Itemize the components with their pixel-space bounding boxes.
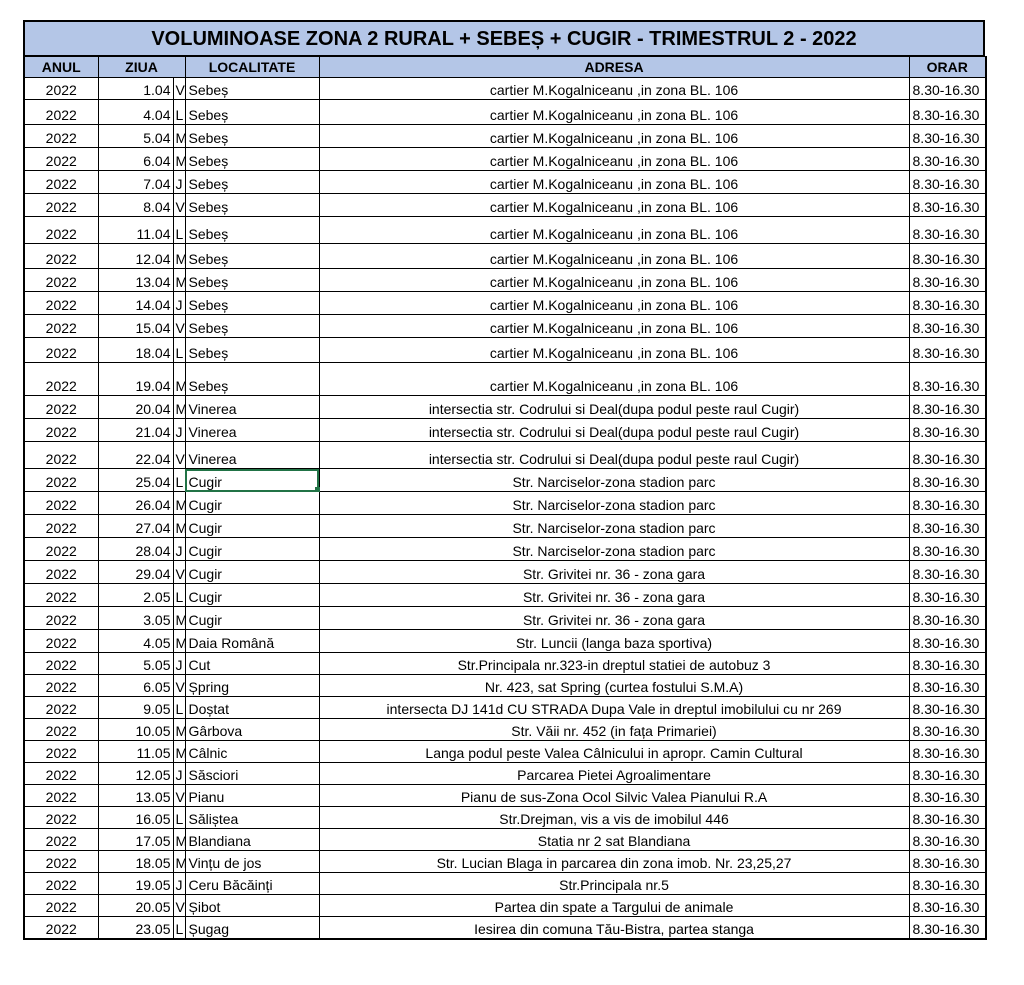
- table-row: [24, 785, 986, 807]
- cell-adresa[interactable]: Str. Narciselor-zona stadion parc: [319, 515, 909, 538]
- cell-localitate[interactable]: Săsciori: [185, 763, 319, 785]
- header-orar[interactable]: ORAR: [909, 57, 986, 78]
- cell-ziua[interactable]: 18.05: [98, 851, 173, 873]
- cell-anul[interactable]: 2022: [24, 741, 98, 763]
- cell-orar[interactable]: 8.30-16.30: [909, 78, 986, 100]
- cell-orar[interactable]: 8.30-16.30: [909, 396, 986, 419]
- cell-localitate[interactable]: Ceru Băcăinți: [185, 873, 319, 895]
- cell-localitate[interactable]: Sebeș: [185, 315, 319, 338]
- table-row: [24, 917, 986, 939]
- cell-adresa[interactable]: intersectia str. Codrului si Deal(dupa podul peste raul Cugir): [319, 419, 909, 442]
- cell-orar[interactable]: 8.30-16.30: [909, 785, 986, 807]
- cell-weekday[interactable]: M: [173, 269, 185, 292]
- header-ziua[interactable]: ZIUA: [98, 57, 185, 78]
- cell-anul[interactable]: 2022: [24, 895, 98, 917]
- cell-localitate[interactable]: Sebeș: [185, 363, 319, 396]
- cell-anul[interactable]: 2022: [24, 719, 98, 741]
- table-row: [24, 315, 986, 338]
- cell-weekday[interactable]: J: [173, 873, 185, 895]
- cell-localitate[interactable]: Cugir: [185, 515, 319, 538]
- cell-anul[interactable]: 2022: [24, 584, 98, 607]
- cell-orar[interactable]: 8.30-16.30: [909, 442, 986, 469]
- cell-anul[interactable]: 2022: [24, 469, 98, 492]
- cell-weekday[interactable]: M: [173, 851, 185, 873]
- cell-localitate[interactable]: Sebeș: [185, 244, 319, 269]
- cell-localitate[interactable]: Sebeș: [185, 148, 319, 171]
- cell-adresa[interactable]: Iesirea din comuna Tău-Bistra, partea stanga: [319, 917, 909, 939]
- cell-orar[interactable]: 8.30-16.30: [909, 315, 986, 338]
- cell-orar[interactable]: 8.30-16.30: [909, 292, 986, 315]
- cell-orar[interactable]: 8.30-16.30: [909, 419, 986, 442]
- cell-adresa[interactable]: Str.Principala nr.5: [319, 873, 909, 895]
- cell-ziua[interactable]: 2.05: [98, 584, 173, 607]
- table-row: [24, 100, 986, 125]
- cell-localitate[interactable]: Sebeș: [185, 217, 319, 244]
- cell-adresa[interactable]: Str. Luncii (langa baza sportiva): [319, 630, 909, 653]
- cell-adresa[interactable]: Str. Narciselor-zona stadion parc: [319, 469, 909, 492]
- schedule-sheet: [23, 20, 985, 940]
- cell-localitate[interactable]: Vințu de jos: [185, 851, 319, 873]
- cell-adresa[interactable]: cartier M.Kogalniceanu ,in zona BL. 106: [319, 171, 909, 194]
- cell-orar[interactable]: 8.30-16.30: [909, 653, 986, 675]
- cell-ziua[interactable]: 14.04: [98, 292, 173, 315]
- table-row: [24, 171, 986, 194]
- cell-adresa[interactable]: cartier M.Kogalniceanu ,in zona BL. 106: [319, 100, 909, 125]
- table-row: [24, 217, 986, 244]
- cell-ziua[interactable]: 11.05: [98, 741, 173, 763]
- cell-orar[interactable]: 8.30-16.30: [909, 807, 986, 829]
- cell-ziua[interactable]: 11.04: [98, 217, 173, 244]
- table-row: [24, 492, 986, 515]
- table-row: [24, 697, 986, 719]
- cell-anul[interactable]: 2022: [24, 217, 98, 244]
- cell-weekday[interactable]: V: [173, 785, 185, 807]
- cell-adresa[interactable]: Str. Narciselor-zona stadion parc: [319, 492, 909, 515]
- table-row: [24, 584, 986, 607]
- table-row: [24, 895, 986, 917]
- cell-ziua[interactable]: 20.05: [98, 895, 173, 917]
- cell-adresa[interactable]: Langa podul peste Valea Câlnicului in apropr. Camin Cultural: [319, 741, 909, 763]
- cell-orar[interactable]: 8.30-16.30: [909, 584, 986, 607]
- cell-adresa[interactable]: Str. Grivitei nr. 36 - zona gara: [319, 584, 909, 607]
- cell-anul[interactable]: 2022: [24, 675, 98, 697]
- cell-orar[interactable]: 8.30-16.30: [909, 675, 986, 697]
- cell-localitate[interactable]: Cugir: [185, 607, 319, 630]
- cell-adresa[interactable]: Str. Grivitei nr. 36 - zona gara: [319, 561, 909, 584]
- table-row: [24, 653, 986, 675]
- cell-weekday[interactable]: M: [173, 363, 185, 396]
- cell-orar[interactable]: 8.30-16.30: [909, 538, 986, 561]
- table-row: [24, 538, 986, 561]
- cell-weekday[interactable]: L: [173, 469, 185, 492]
- cell-localitate[interactable]: Câlnic: [185, 741, 319, 763]
- cell-anul[interactable]: 2022: [24, 78, 98, 100]
- table-row: [24, 419, 986, 442]
- cell-orar[interactable]: 8.30-16.30: [909, 338, 986, 363]
- cell-ziua[interactable]: 12.05: [98, 763, 173, 785]
- header-row: [24, 57, 986, 78]
- cell-ziua[interactable]: 7.04: [98, 171, 173, 194]
- cell-anul[interactable]: 2022: [24, 100, 98, 125]
- cell-ziua[interactable]: 22.04: [98, 442, 173, 469]
- cell-anul[interactable]: 2022: [24, 442, 98, 469]
- cell-anul[interactable]: 2022: [24, 515, 98, 538]
- cell-localitate[interactable]: Vinerea: [185, 442, 319, 469]
- cell-anul[interactable]: 2022: [24, 315, 98, 338]
- cell-localitate[interactable]: Șpring: [185, 675, 319, 697]
- cell-orar[interactable]: 8.30-16.30: [909, 630, 986, 653]
- cell-adresa[interactable]: cartier M.Kogalniceanu ,in zona BL. 106: [319, 194, 909, 217]
- cell-anul[interactable]: 2022: [24, 419, 98, 442]
- cell-adresa[interactable]: cartier M.Kogalniceanu ,in zona BL. 106: [319, 125, 909, 148]
- cell-weekday[interactable]: L: [173, 807, 185, 829]
- cell-ziua[interactable]: 23.05: [98, 917, 173, 939]
- cell-anul[interactable]: 2022: [24, 785, 98, 807]
- cell-weekday[interactable]: M: [173, 244, 185, 269]
- cell-orar[interactable]: 8.30-16.30: [909, 100, 986, 125]
- cell-anul[interactable]: 2022: [24, 538, 98, 561]
- table-row: [24, 292, 986, 315]
- cell-ziua[interactable]: 18.04: [98, 338, 173, 363]
- cell-anul[interactable]: 2022: [24, 338, 98, 363]
- cell-anul[interactable]: 2022: [24, 807, 98, 829]
- cell-anul[interactable]: 2022: [24, 492, 98, 515]
- cell-localitate[interactable]: Sebeș: [185, 269, 319, 292]
- cell-weekday[interactable]: V: [173, 561, 185, 584]
- cell-adresa[interactable]: cartier M.Kogalniceanu ,in zona BL. 106: [319, 148, 909, 171]
- cell-orar[interactable]: 8.30-16.30: [909, 719, 986, 741]
- cell-adresa[interactable]: Str. Narciselor-zona stadion parc: [319, 538, 909, 561]
- cell-anul[interactable]: 2022: [24, 630, 98, 653]
- table-row: [24, 829, 986, 851]
- cell-ziua[interactable]: 27.04: [98, 515, 173, 538]
- cell-anul[interactable]: 2022: [24, 607, 98, 630]
- cell-localitate[interactable]: Vinerea: [185, 419, 319, 442]
- cell-adresa[interactable]: Parcarea Pietei Agroalimentare: [319, 763, 909, 785]
- table-row: [24, 807, 986, 829]
- cell-localitate[interactable]: Sebeș: [185, 338, 319, 363]
- table-row: [24, 148, 986, 171]
- cell-ziua[interactable]: 29.04: [98, 561, 173, 584]
- table-row: [24, 269, 986, 292]
- cell-localitate[interactable]: Sebeș: [185, 171, 319, 194]
- table-row: [24, 719, 986, 741]
- cell-anul[interactable]: 2022: [24, 269, 98, 292]
- cell-ziua[interactable]: 6.05: [98, 675, 173, 697]
- cell-ziua[interactable]: 10.05: [98, 719, 173, 741]
- cell-anul[interactable]: 2022: [24, 244, 98, 269]
- table-row: [24, 338, 986, 363]
- cell-localitate[interactable]: Cugir: [185, 492, 319, 515]
- cell-orar[interactable]: 8.30-16.30: [909, 269, 986, 292]
- table-row: [24, 763, 986, 785]
- cell-localitate[interactable]: Cugir: [185, 469, 319, 492]
- cell-anul[interactable]: 2022: [24, 194, 98, 217]
- cell-anul[interactable]: 2022: [24, 125, 98, 148]
- table-row: [24, 607, 986, 630]
- cell-orar[interactable]: 8.30-16.30: [909, 917, 986, 939]
- cell-orar[interactable]: 8.30-16.30: [909, 607, 986, 630]
- cell-ziua[interactable]: 9.05: [98, 697, 173, 719]
- cell-orar[interactable]: 8.30-16.30: [909, 194, 986, 217]
- cell-adresa[interactable]: Statia nr 2 sat Blandiana: [319, 829, 909, 851]
- cell-adresa[interactable]: Pianu de sus-Zona Ocol Silvic Valea Pianului R.A: [319, 785, 909, 807]
- cell-localitate[interactable]: Sebeș: [185, 78, 319, 100]
- cell-ziua[interactable]: 13.05: [98, 785, 173, 807]
- cell-weekday[interactable]: M: [173, 515, 185, 538]
- cell-orar[interactable]: 8.30-16.30: [909, 873, 986, 895]
- cell-anul[interactable]: 2022: [24, 148, 98, 171]
- cell-orar[interactable]: 8.30-16.30: [909, 148, 986, 171]
- table-row: [24, 469, 986, 492]
- cell-ziua[interactable]: 19.05: [98, 873, 173, 895]
- cell-weekday[interactable]: L: [173, 100, 185, 125]
- cell-anul[interactable]: 2022: [24, 363, 98, 396]
- cell-weekday[interactable]: M: [173, 125, 185, 148]
- cell-adresa[interactable]: cartier M.Kogalniceanu ,in zona BL. 106: [319, 78, 909, 100]
- cell-weekday[interactable]: J: [173, 763, 185, 785]
- cell-localitate[interactable]: Pianu: [185, 785, 319, 807]
- cell-adresa[interactable]: Str.Drejman, vis a vis de imobilul 446: [319, 807, 909, 829]
- cell-adresa[interactable]: intersectia str. Codrului si Deal(dupa podul peste raul Cugir): [319, 442, 909, 469]
- cell-ziua[interactable]: 21.04: [98, 419, 173, 442]
- header-adresa[interactable]: ADRESA: [319, 57, 909, 78]
- cell-weekday[interactable]: M: [173, 719, 185, 741]
- cell-orar[interactable]: 8.30-16.30: [909, 171, 986, 194]
- cell-localitate[interactable]: Săliștea: [185, 807, 319, 829]
- table-row: [24, 78, 986, 100]
- cell-anul[interactable]: 2022: [24, 561, 98, 584]
- cell-localitate[interactable]: Cugir: [185, 561, 319, 584]
- header-localitate[interactable]: LOCALITATE: [185, 57, 319, 78]
- cell-adresa[interactable]: cartier M.Kogalniceanu ,in zona BL. 106: [319, 292, 909, 315]
- cell-adresa[interactable]: intersectia str. Codrului si Deal(dupa podul peste raul Cugir): [319, 396, 909, 419]
- cell-localitate[interactable]: Sebeș: [185, 125, 319, 148]
- cell-localitate[interactable]: Daia Română: [185, 630, 319, 653]
- cell-localitate[interactable]: Sebeș: [185, 292, 319, 315]
- cell-adresa[interactable]: cartier M.Kogalniceanu ,in zona BL. 106: [319, 244, 909, 269]
- cell-localitate[interactable]: Vinerea: [185, 396, 319, 419]
- cell-adresa[interactable]: intersecta DJ 141d CU STRADA Dupa Vale in dreptul imobilului cu nr 269: [319, 697, 909, 719]
- table-row: [24, 396, 986, 419]
- cell-ziua[interactable]: 3.05: [98, 607, 173, 630]
- cell-adresa[interactable]: cartier M.Kogalniceanu ,in zona BL. 106: [319, 363, 909, 396]
- cell-orar[interactable]: 8.30-16.30: [909, 244, 986, 269]
- cell-orar[interactable]: 8.30-16.30: [909, 217, 986, 244]
- cell-localitate[interactable]: Cugir: [185, 584, 319, 607]
- cell-weekday[interactable]: J: [173, 419, 185, 442]
- cell-weekday[interactable]: V: [173, 675, 185, 697]
- cell-orar[interactable]: 8.30-16.30: [909, 125, 986, 148]
- cell-anul[interactable]: 2022: [24, 292, 98, 315]
- cell-ziua[interactable]: 15.04: [98, 315, 173, 338]
- schedule-table: [23, 56, 987, 940]
- cell-weekday[interactable]: M: [173, 492, 185, 515]
- cell-adresa[interactable]: Str.Principala nr.323-in dreptul statiei de autobuz 3: [319, 653, 909, 675]
- cell-weekday[interactable]: M: [173, 741, 185, 763]
- cell-localitate[interactable]: Cugir: [185, 538, 319, 561]
- table-row: [24, 125, 986, 148]
- cell-orar[interactable]: 8.30-16.30: [909, 741, 986, 763]
- cell-localitate[interactable]: Gârbova: [185, 719, 319, 741]
- cell-weekday[interactable]: V: [173, 78, 185, 100]
- cell-orar[interactable]: 8.30-16.30: [909, 763, 986, 785]
- table-row: [24, 873, 986, 895]
- cell-weekday[interactable]: J: [173, 653, 185, 675]
- cell-weekday[interactable]: V: [173, 194, 185, 217]
- cell-weekday[interactable]: V: [173, 315, 185, 338]
- cell-weekday[interactable]: J: [173, 292, 185, 315]
- cell-weekday[interactable]: J: [173, 538, 185, 561]
- cell-ziua[interactable]: 8.04: [98, 194, 173, 217]
- table-row: [24, 741, 986, 763]
- cell-anul[interactable]: 2022: [24, 829, 98, 851]
- table-row: [24, 244, 986, 269]
- cell-localitate[interactable]: Sebeș: [185, 100, 319, 125]
- cell-adresa[interactable]: cartier M.Kogalniceanu ,in zona BL. 106: [319, 217, 909, 244]
- cell-anul[interactable]: 2022: [24, 171, 98, 194]
- cell-ziua[interactable]: 6.04: [98, 148, 173, 171]
- cell-weekday[interactable]: L: [173, 697, 185, 719]
- cell-ziua[interactable]: 4.04: [98, 100, 173, 125]
- table-row: [24, 363, 986, 396]
- table-row: [24, 675, 986, 697]
- cell-adresa[interactable]: cartier M.Kogalniceanu ,in zona BL. 106: [319, 269, 909, 292]
- cell-ziua[interactable]: 19.04: [98, 363, 173, 396]
- cell-adresa[interactable]: cartier M.Kogalniceanu ,in zona BL. 106: [319, 338, 909, 363]
- cell-ziua[interactable]: 4.05: [98, 630, 173, 653]
- cell-localitate[interactable]: Cut: [185, 653, 319, 675]
- cell-adresa[interactable]: cartier M.Kogalniceanu ,in zona BL. 106: [319, 315, 909, 338]
- cell-weekday[interactable]: L: [173, 584, 185, 607]
- cell-ziua[interactable]: 5.04: [98, 125, 173, 148]
- cell-anul[interactable]: 2022: [24, 653, 98, 675]
- cell-localitate[interactable]: Șugag: [185, 917, 319, 939]
- cell-orar[interactable]: 8.30-16.30: [909, 515, 986, 538]
- cell-ziua[interactable]: 25.04: [98, 469, 173, 492]
- cell-ziua[interactable]: 17.05: [98, 829, 173, 851]
- cell-weekday[interactable]: M: [173, 148, 185, 171]
- cell-orar[interactable]: 8.30-16.30: [909, 697, 986, 719]
- cell-weekday[interactable]: M: [173, 630, 185, 653]
- header-anul[interactable]: ANUL: [24, 57, 98, 78]
- cell-adresa[interactable]: Partea din spate a Targului de animale: [319, 895, 909, 917]
- cell-adresa[interactable]: Str. Lucian Blaga in parcarea din zona imob. Nr. 23,25,27: [319, 851, 909, 873]
- cell-ziua[interactable]: 5.05: [98, 653, 173, 675]
- cell-adresa[interactable]: Nr. 423, sat Spring (curtea fostului S.M.A): [319, 675, 909, 697]
- cell-localitate[interactable]: Șibot: [185, 895, 319, 917]
- cell-orar[interactable]: 8.30-16.30: [909, 895, 986, 917]
- cell-localitate[interactable]: Doștat: [185, 697, 319, 719]
- cell-weekday[interactable]: L: [173, 217, 185, 244]
- cell-anul[interactable]: 2022: [24, 396, 98, 419]
- cell-localitate[interactable]: Sebeș: [185, 194, 319, 217]
- table-row: [24, 851, 986, 873]
- cell-weekday[interactable]: V: [173, 895, 185, 917]
- cell-weekday[interactable]: L: [173, 917, 185, 939]
- cell-adresa[interactable]: Str. Văii nr. 452 (in fața Primariei): [319, 719, 909, 741]
- table-row: [24, 630, 986, 653]
- cell-weekday[interactable]: V: [173, 442, 185, 469]
- cell-orar[interactable]: 8.30-16.30: [909, 561, 986, 584]
- cell-weekday[interactable]: M: [173, 829, 185, 851]
- cell-weekday[interactable]: M: [173, 396, 185, 419]
- cell-adresa[interactable]: Str. Grivitei nr. 36 - zona gara: [319, 607, 909, 630]
- table-row: [24, 561, 986, 584]
- cell-anul[interactable]: 2022: [24, 873, 98, 895]
- sheet-title[interactable]: VOLUMINOASE ZONA 2 RURAL + SEBEȘ + CUGIR - TRIMESTRUL 2 - 2022: [23, 20, 985, 56]
- cell-ziua[interactable]: 12.04: [98, 244, 173, 269]
- cell-orar[interactable]: 8.30-16.30: [909, 829, 986, 851]
- cell-orar[interactable]: 8.30-16.30: [909, 851, 986, 873]
- cell-weekday[interactable]: J: [173, 171, 185, 194]
- cell-anul[interactable]: 2022: [24, 697, 98, 719]
- cell-orar[interactable]: 8.30-16.30: [909, 363, 986, 396]
- cell-ziua[interactable]: 26.04: [98, 492, 173, 515]
- table-row: [24, 515, 986, 538]
- cell-ziua[interactable]: 16.05: [98, 807, 173, 829]
- table-row: [24, 442, 986, 469]
- cell-orar[interactable]: 8.30-16.30: [909, 492, 986, 515]
- cell-ziua[interactable]: 20.04: [98, 396, 173, 419]
- cell-ziua[interactable]: 13.04: [98, 269, 173, 292]
- cell-anul[interactable]: 2022: [24, 763, 98, 785]
- cell-ziua[interactable]: 28.04: [98, 538, 173, 561]
- cell-weekday[interactable]: M: [173, 607, 185, 630]
- cell-weekday[interactable]: L: [173, 338, 185, 363]
- cell-localitate[interactable]: Blandiana: [185, 829, 319, 851]
- cell-anul[interactable]: 2022: [24, 917, 98, 939]
- cell-anul[interactable]: 2022: [24, 851, 98, 873]
- cell-ziua[interactable]: 1.04: [98, 78, 173, 100]
- table-row: [24, 194, 986, 217]
- cell-orar[interactable]: 8.30-16.30: [909, 469, 986, 492]
